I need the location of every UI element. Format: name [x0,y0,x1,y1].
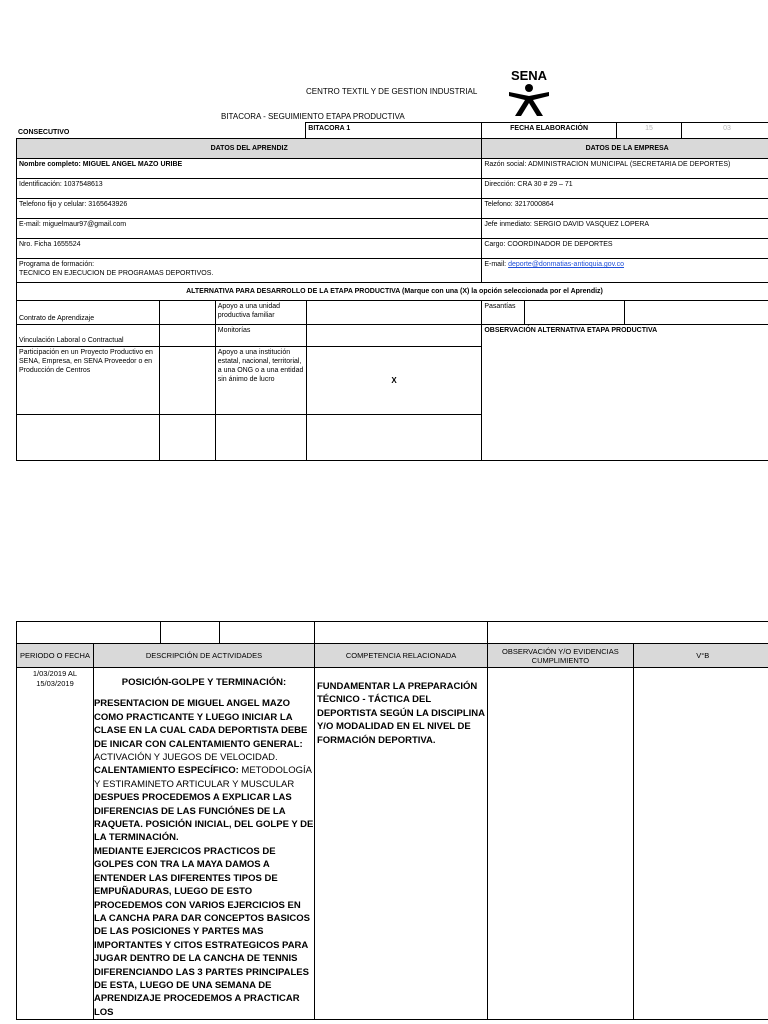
programa-field[interactable]: Programa de formación: TECNICO EN EJECUCION DE PROGRAMAS DEPORTIVOS. [17,259,482,283]
vinculacion-mark[interactable] [159,325,215,347]
nombre-field[interactable]: Nombre completo: MIGUEL ANGEL MAZO URIBE [17,159,482,179]
participacion-label: Participación en un Proyecto Productivo en SENA, Empresa, en SENA Proveedor o en Producción de Centros [17,347,160,415]
datos-empresa-title: DATOS DE LA EMPRESA [482,139,768,159]
datos-aprendiz-title: DATOS DEL APRENDIZ [17,139,482,159]
empty-cell-a[interactable] [17,415,160,461]
fecha-elaboracion-label: FECHA ELABORACIÓN [482,123,617,139]
descripcion-cell[interactable] [93,668,314,1020]
email-empresa-field[interactable]: E-mail: deporte@donmatias-antioquia.gov.co [482,259,768,283]
apoyo-institucion-label: Apoyo a una institución estatal, nacional, territorial, a una ONG o a una entidad sin ánimo de lucro [215,347,306,415]
monitorias-label: Monitorías [215,325,306,347]
desc-body: PRESENTACION DE MIGUEL ANGEL MAZO COMO PRACTICANTE Y LUEGO INICIAR LA CLASE EN LA CUAL CADA DEPORTISTA DEBE DE INICAR CON CALENTAMIENTO GENERAL: ACTIVACIÓN Y JUEGOS DE VELOCIDAD. CALENTAMIENTO ESPECÍFICO: METODOLOGÍA Y ESTIRAMINETO ARTICULAR Y MUSCULAR DESPUES PROCEDEMOS A EXPLICAR LAS DIFERENCIAS DE LAS FUNCIÓNES DE LA RAQUETA. POSICIÓN INICIAL, DEL GOLPE Y DE LA TERMINACIÓN. MEDIANTE EJERCICOS PRACTICOS DE GOLPES CON TRA LA MAYA DAMOS A ENTENDER LAS DIFERENTES TIPOS DE EMPUÑADURAS, LUEGO DE ESTO PROCEDEMOS CON VARIOS EJERCICIOS EN LA CANCHA PARA DAR CONCEPTOS BASICOS DE LAS POSICIONES Y PARTES MAS IMPORTANTES Y CITOS ESTRATEGICOS PARA JUGAR DENTRO DE LA CANCHA DE TENNIS DIFERENCIANDO LAS 3 PARTES PRINCIPALES DE ESTA, LUEGO DE UNA SEMANA DE APRENDIZAJE PROCEDEMOS A PRACTICAR LOS [93,698,314,1018]
pasantias-mark[interactable] [525,301,625,325]
identificacion-field[interactable]: Identificación: 1037548613 [17,179,482,199]
apoyo-familiar-mark[interactable] [306,301,482,325]
center-title: CENTRO TEXTIL Y DE GESTION INDUSTRIAL [306,87,478,96]
empty-cell-c[interactable] [215,415,306,461]
blank-header-a [17,622,161,644]
telefono-aprendiz-field[interactable]: Telefono fijo y celular: 3165643926 [17,199,482,219]
vinculacion-label: Vinculación Laboral o Contractual [17,325,160,347]
participacion-mark[interactable] [159,347,215,415]
fecha-month[interactable]: 03 [682,123,768,139]
competencia-cell[interactable]: FUNDAMENTAR LA PREPARACIÓN TÉCNICO - TÁCTICA DEL DEPORTISTA SEGÚN LA DISCIPLINA Y/O MODALIDAD EN EL NIVEL DE FORMACIÓN DEPORTIVA. [314,668,487,1020]
sena-logo [503,66,555,118]
blank-header-c [220,622,315,644]
activities-table [16,621,768,1020]
jefe-field[interactable]: Jefe inmediato: SERGIO DAVID VASQUEZ LOPERA [482,219,768,239]
bitacora-number: BITACORA 1 [306,123,482,139]
telefono-empresa-field[interactable]: Telefono: 3217000864 [482,199,768,219]
competencia-header: COMPETENCIA RELACIONADA [314,644,487,668]
razon-social-field[interactable]: Razón social: ADMINISTRACION MUNICIPAL (SECRETARIA DE DEPORTES) [482,159,768,179]
vb-cell[interactable] [633,668,768,1020]
email-empresa-link[interactable]: deporte@donmatias-antioquia.gov.co [508,261,625,268]
email-aprendiz-field[interactable]: E-mail: miguelmaur97@gmail.com [17,219,482,239]
vb-header: V°B [633,644,768,668]
descripcion-header: DESCRIPCIÓN DE ACTIVIDADES [93,644,314,668]
fecha-cell[interactable]: 1/03/2019 AL 15/03/2019 [17,668,94,1020]
pasantias-label: Pasantías [482,301,525,325]
apoyo-familiar-label: Apoyo a una unidad productiva familiar [215,301,306,325]
apoyo-institucion-mark[interactable]: X [306,347,482,415]
observacion-alternativa[interactable]: OBSERVACIÓN ALTERNATIVA ETAPA PRODUCTIVA [482,325,768,461]
empty-cell-b[interactable] [159,415,215,461]
blank-header-b [160,622,219,644]
contrato-label: Contrato de Aprendizaje [17,301,160,325]
alternativa-title: ALTERNATIVA PARA DESARROLLO DE LA ETAPA PRODUCTIVA (Marque con una (X) la opción seleccionada por el Aprendiz) [17,283,768,301]
blank-header-d [314,622,487,644]
observacion-header: OBSERVACIÓN Y/O EVIDENCIAS CUMPLIMIENTO [488,644,634,668]
fecha-day[interactable]: 15 [617,123,682,139]
svg-text:SENA: SENA [510,68,548,83]
contrato-mark[interactable] [159,301,215,325]
bitacora-form-table [16,122,768,139]
consecutivo-label: CONSECUTIVO [16,123,306,139]
cargo-field[interactable]: Cargo: COORDINADOR DE DEPORTES [482,239,768,259]
blank-header-e [488,622,768,644]
datos-table [16,138,768,461]
desc-title: POSICIÓN-GOLPE Y TERMINACIÓN: [121,677,287,688]
monitorias-mark[interactable] [306,325,482,347]
bitacora-title: BITACORA - SEGUIMIENTO ETAPA PRODUCTIVA [221,112,405,121]
empty-cell-d[interactable] [306,415,482,461]
periodo-header: PERIODO O FECHA [17,644,94,668]
ficha-field[interactable]: Nro. Ficha 1655524 [17,239,482,259]
observacion-cell[interactable] [488,668,634,1020]
pasantias-extra[interactable] [625,301,768,325]
direccion-field[interactable]: Dirección: CRA 30 # 29 – 71 [482,179,768,199]
